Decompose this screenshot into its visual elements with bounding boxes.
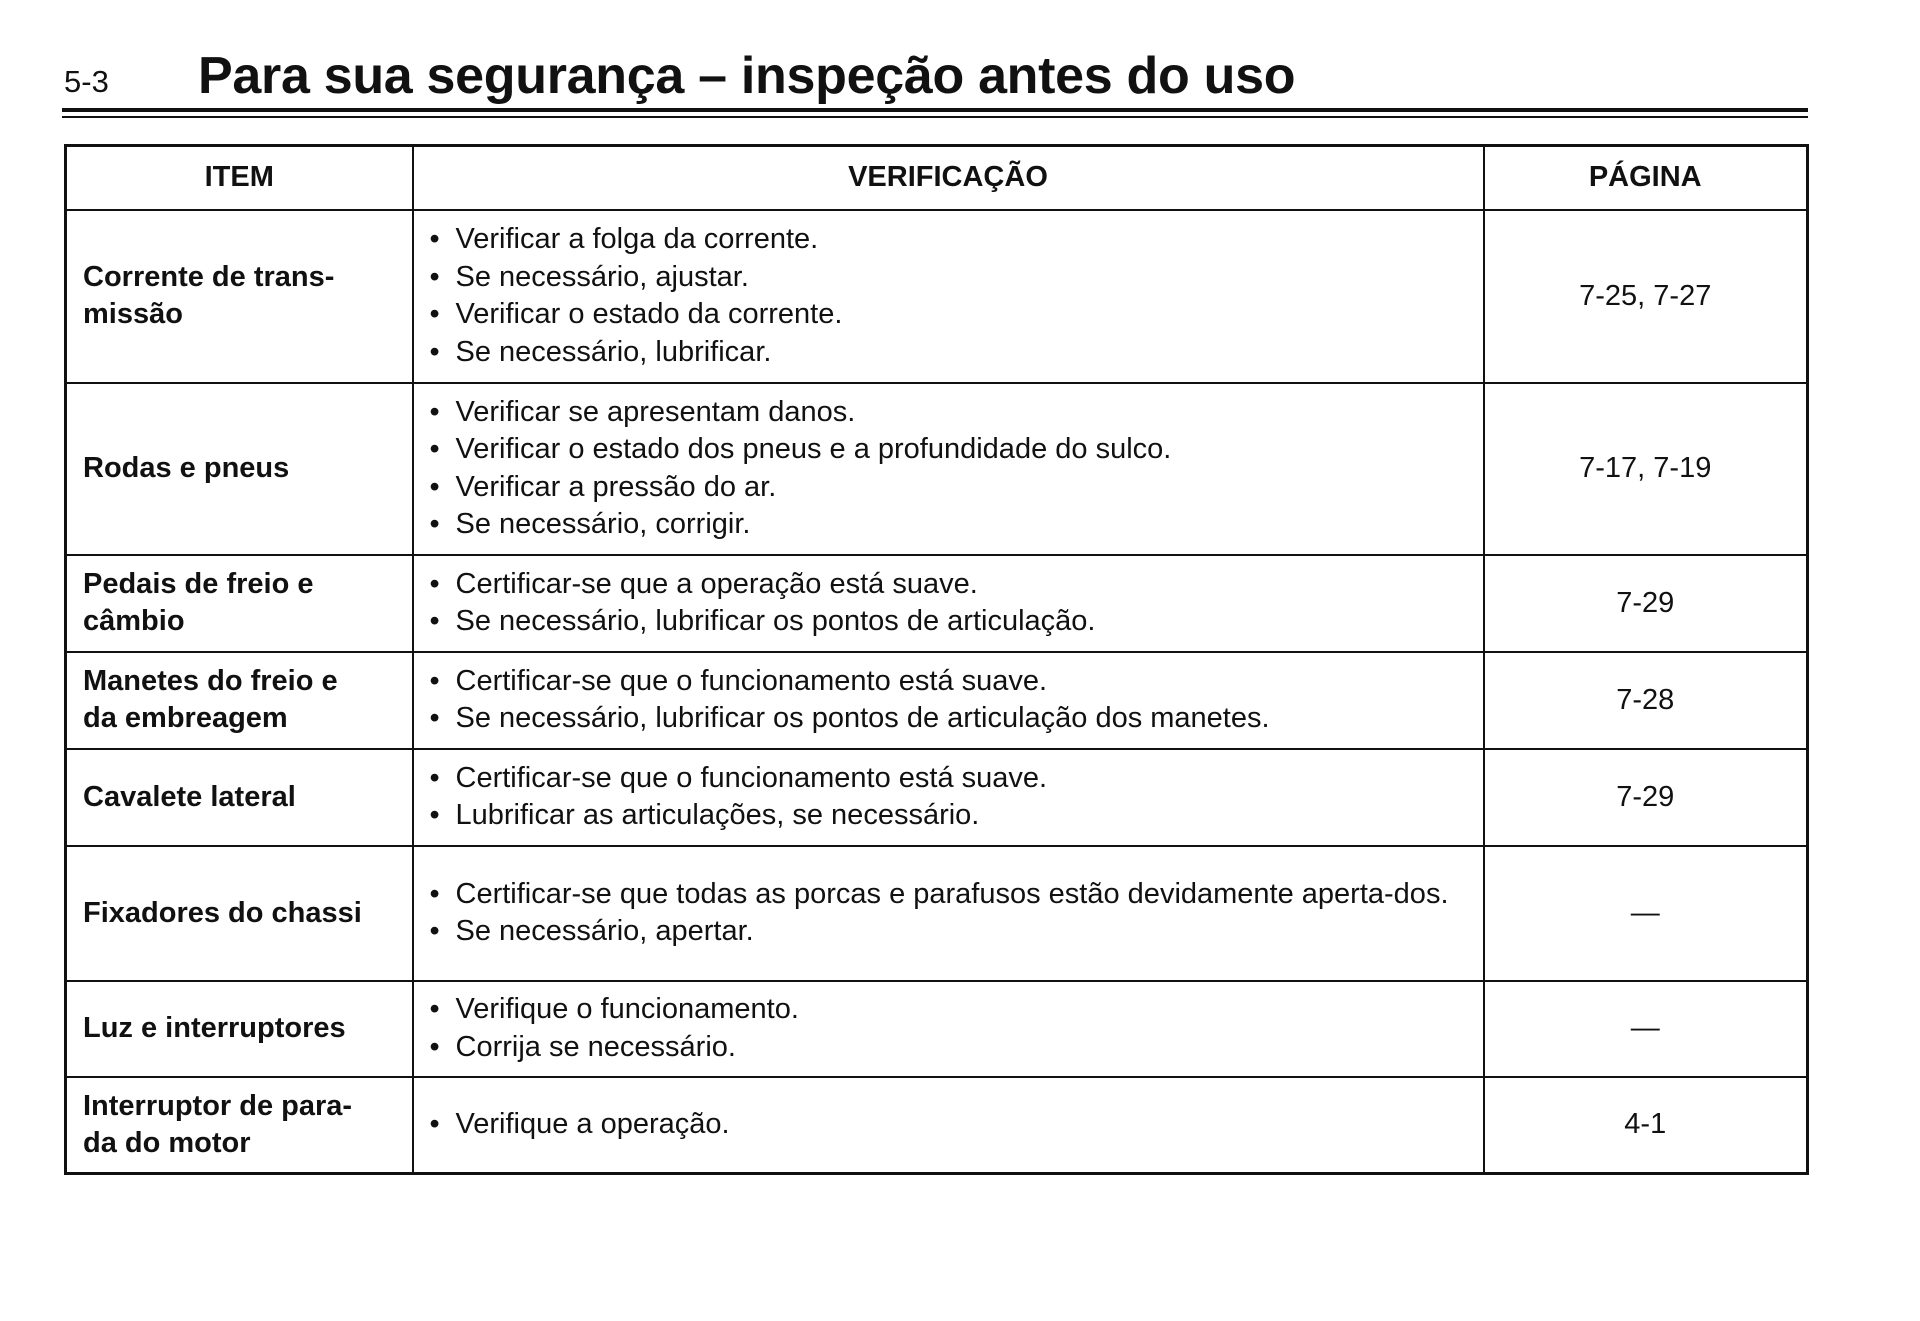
verification-cell xyxy=(413,749,1484,846)
check-item: • Verificar a pressão do ar. xyxy=(430,469,1471,507)
item-cell: Fixadores do chassi xyxy=(66,846,413,981)
table-row xyxy=(66,1077,1808,1174)
page-ref-cell: — xyxy=(1484,981,1808,1077)
page-number: 5-3 xyxy=(64,64,109,99)
table-row xyxy=(66,383,1808,555)
page-title: Para sua segurança – inspeção antes do uso xyxy=(198,47,1296,105)
check-item: • Certificar-se que o funcionamento está suave. xyxy=(430,663,1471,701)
item-cell: Luz e interruptores xyxy=(66,981,413,1077)
inspection-table xyxy=(64,144,1809,1175)
page-ref-cell: — xyxy=(1484,846,1808,981)
check-list xyxy=(430,1106,1471,1144)
table-header-row xyxy=(66,146,1808,210)
verification-cell xyxy=(413,1077,1484,1174)
check-item: • Certificar-se que a operação está suave. xyxy=(430,566,1471,604)
verification-cell xyxy=(413,846,1484,981)
check-item: • Se necessário, lubrificar os pontos de articulação. xyxy=(430,603,1471,641)
check-list xyxy=(430,221,1471,371)
check-item: • Verificar o estado dos pneus e a profundidade do sulco. xyxy=(430,431,1471,469)
table-row xyxy=(66,652,1808,749)
title-rule-thin xyxy=(62,116,1808,118)
page-ref-cell: 7-29 xyxy=(1484,555,1808,652)
verification-cell xyxy=(413,981,1484,1077)
item-cell: Corrente de trans- missão xyxy=(66,210,413,383)
check-item: • Corrija se necessário. xyxy=(430,1029,1471,1067)
item-cell: Manetes do freio e da embreagem xyxy=(66,652,413,749)
check-item: • Verificar se apresentam danos. xyxy=(430,394,1471,432)
page-ref-cell: 7-29 xyxy=(1484,749,1808,846)
column-header-page: PÁGINA xyxy=(1484,146,1808,210)
item-cell: Rodas e pneus xyxy=(66,383,413,555)
check-list xyxy=(430,991,1471,1066)
table-row xyxy=(66,210,1808,383)
check-item: • Se necessário, ajustar. xyxy=(430,259,1471,297)
item-cell: Cavalete lateral xyxy=(66,749,413,846)
column-header-verification: VERIFICAÇÃO xyxy=(413,146,1484,210)
check-item: • Certificar-se que o funcionamento está suave. xyxy=(430,760,1471,798)
table-row xyxy=(66,555,1808,652)
table-row xyxy=(66,846,1808,981)
check-item: • Se necessário, lubrificar. xyxy=(430,334,1471,372)
page-ref-cell: 7-28 xyxy=(1484,652,1808,749)
verification-cell xyxy=(413,555,1484,652)
title-rule-thick xyxy=(62,108,1808,112)
table-row xyxy=(66,981,1808,1077)
check-item: • Verificar o estado da corrente. xyxy=(430,296,1471,334)
check-item: • Se necessário, lubrificar os pontos de articulação dos manetes. xyxy=(430,700,1471,738)
check-list xyxy=(430,663,1471,738)
check-item: • Verifique o funcionamento. xyxy=(430,991,1471,1029)
check-item: • Se necessário, corrigir. xyxy=(430,506,1471,544)
verification-cell xyxy=(413,383,1484,555)
column-header-item: ITEM xyxy=(66,146,413,210)
page-ref-cell: 4-1 xyxy=(1484,1077,1808,1174)
check-list xyxy=(430,876,1471,951)
check-list xyxy=(430,760,1471,835)
verification-cell xyxy=(413,652,1484,749)
verification-cell xyxy=(413,210,1484,383)
check-list xyxy=(430,566,1471,641)
page-ref-cell: 7-25, 7-27 xyxy=(1484,210,1808,383)
check-item: • Lubrificar as articulações, se necessário. xyxy=(430,797,1471,835)
item-cell: Interruptor de para- da do motor xyxy=(66,1077,413,1174)
check-item: • Verificar a folga da corrente. xyxy=(430,221,1471,259)
check-list xyxy=(430,394,1471,544)
item-cell: Pedais de freio e câmbio xyxy=(66,555,413,652)
page-ref-cell: 7-17, 7-19 xyxy=(1484,383,1808,555)
check-item: • Verifique a operação. xyxy=(430,1106,1471,1144)
check-item: • Certificar-se que todas as porcas e parafusos estão devidamente aperta-dos. xyxy=(430,876,1471,914)
table-row xyxy=(66,749,1808,846)
check-item: • Se necessário, apertar. xyxy=(430,913,1471,951)
